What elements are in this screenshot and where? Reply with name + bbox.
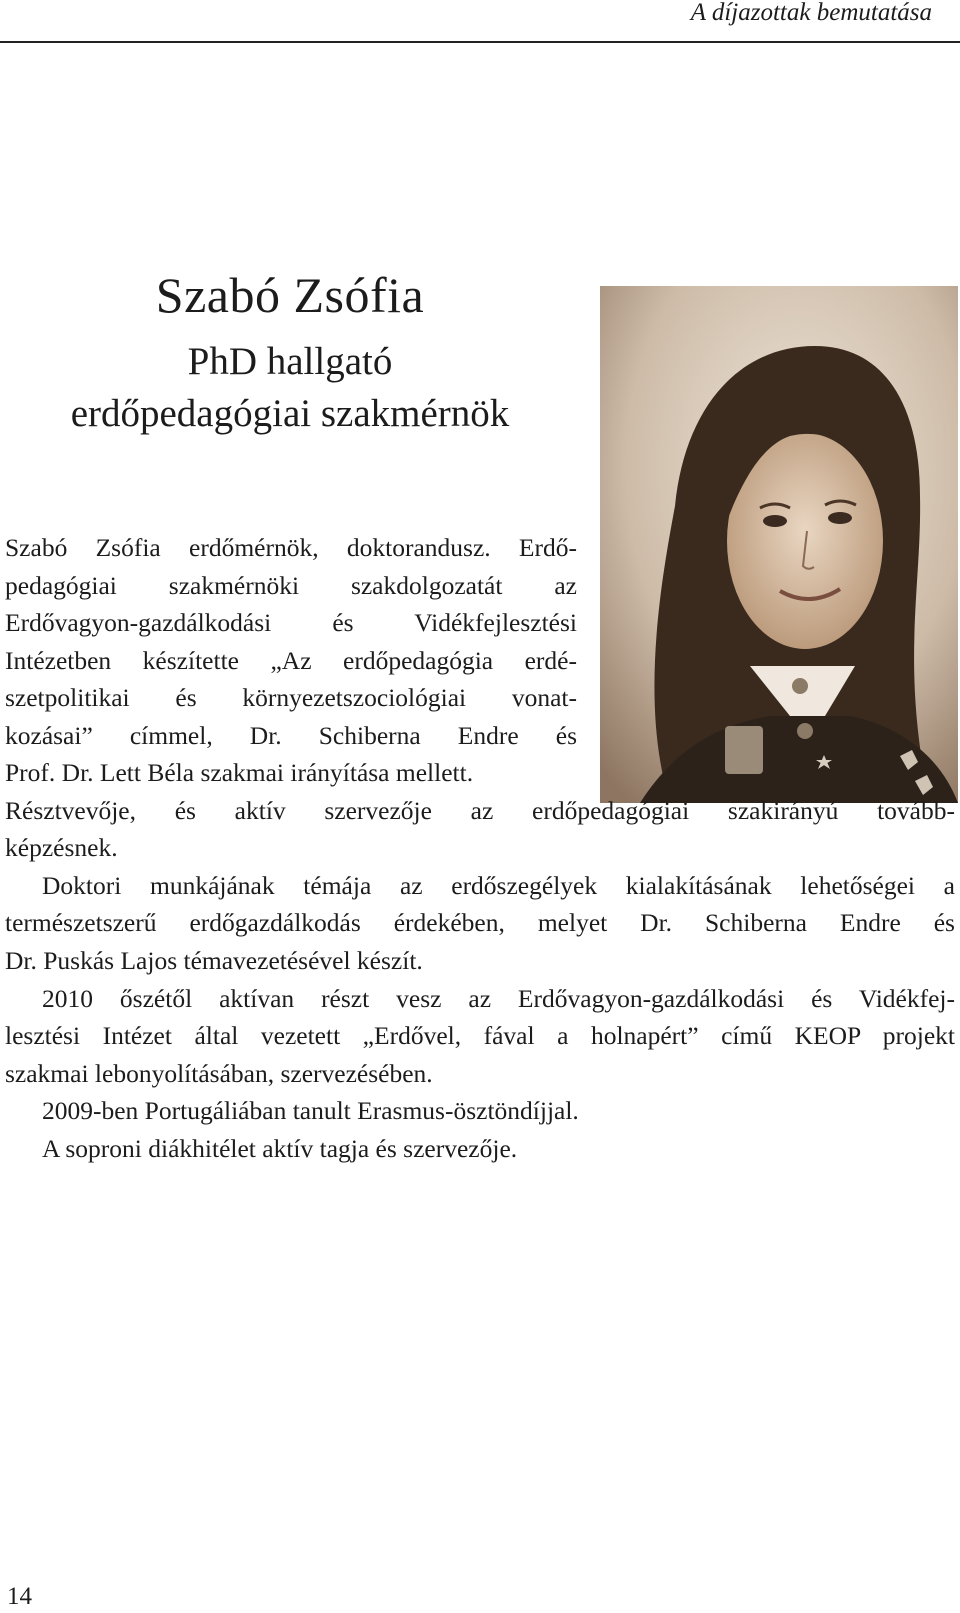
body-line: képzésnek. bbox=[5, 833, 118, 862]
person-qualification: erdőpedagógiai szakmérnök bbox=[70, 392, 510, 435]
body-line: Résztvevője, és aktív szervezője az erdőpedagógiai szakirányú tovább- bbox=[5, 796, 955, 825]
page-number: 14 bbox=[7, 1583, 32, 1610]
portrait-icon bbox=[600, 286, 958, 803]
running-header: A díjazottak bemutatása bbox=[690, 0, 932, 26]
body-line: Intézetben készítette „Az erdőpedagógia erdé- bbox=[5, 646, 577, 675]
portrait-photo bbox=[600, 286, 958, 803]
person-title: PhD hallgató bbox=[187, 340, 393, 383]
body-line: szakmai lebonyolításában, szervezésében. bbox=[5, 1059, 433, 1088]
body-line: A soproni diákhitélet aktív tagja és szervezője. bbox=[42, 1134, 518, 1163]
body-line: Dr. Puskás Lajos témavezetésével készít. bbox=[5, 946, 423, 975]
body-line: Doktori munkájának témája az erdőszegélyek kialakításának lehetőségei a bbox=[42, 871, 955, 900]
body-line: szetpolitikai és környezetszociológiai vonat- bbox=[5, 683, 577, 712]
body-line: Prof. Dr. Lett Béla szakmai irányítása mellett. bbox=[5, 758, 474, 787]
body-line: pedagógiai szakmérnöki szakdolgozatát az bbox=[5, 571, 577, 600]
body-line: kozásai” címmel, Dr. Schiberna Endre és bbox=[5, 721, 577, 750]
body-line: Szabó Zsófia erdőmérnök, doktorandusz. Erdő- bbox=[5, 533, 577, 562]
body-line: Erdővagyon-gazdálkodási és Vidékfejlesztési bbox=[5, 608, 577, 637]
body-line: természetszerű erdőgazdálkodás érdekében, melyet Dr. Schiberna Endre és bbox=[5, 908, 955, 937]
person-name: Szabó Zsófia bbox=[155, 267, 425, 323]
body-line: 2009-ben Portugáliában tanult Erasmus-ösztöndíjjal. bbox=[42, 1096, 579, 1125]
body-line: lesztési Intézet által vezetett „Erdővel, fával a holnapért” című KEOP projekt bbox=[5, 1021, 955, 1050]
body-line: 2010 őszétől aktívan részt vesz az Erdővagyon-gazdálkodási és Vidékfej- bbox=[42, 984, 955, 1013]
header-divider bbox=[0, 41, 960, 43]
